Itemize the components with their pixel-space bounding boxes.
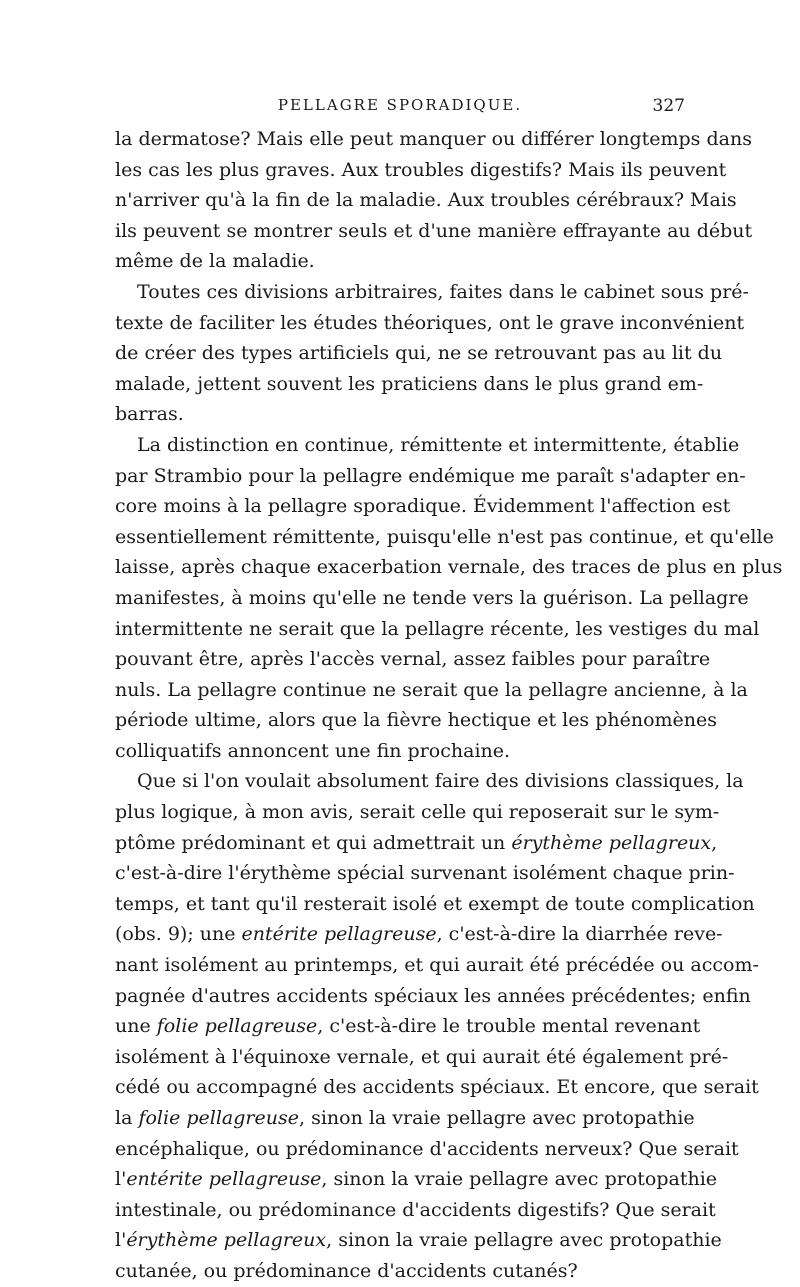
text-line-content: encéphalique, ou prédominance d'accidents nerveux? Que serait xyxy=(115,1137,739,1160)
text-line-content: colliquatifs annoncent une fin prochaine. xyxy=(115,739,511,762)
text-line-content: ils peuvent se montrer seuls et d'une manière effrayante au début xyxy=(115,219,753,242)
text-line xyxy=(115,1011,701,1042)
text-line-content: nant isolément au printemps, et qui aurait été précédée ou accom- xyxy=(115,954,759,977)
text-line xyxy=(115,430,740,461)
text-line-content: intestinale, ou prédominance d'accidents digestifs? Que serait xyxy=(115,1198,716,1221)
text-line xyxy=(115,644,711,675)
text-line xyxy=(115,399,685,430)
text-line xyxy=(115,124,752,155)
text-line-content: l' xyxy=(115,1229,127,1252)
text-line-content: Que si l'on voulait absolument faire des divisions classiques, la xyxy=(137,770,744,793)
text-line xyxy=(115,461,746,492)
text-line-content: les cas les plus graves. Aux troubles digestifs? Mais ils peuvent xyxy=(115,158,727,181)
text-line xyxy=(115,981,751,1012)
body-text xyxy=(115,124,783,1287)
text-line-continuation: , c'est-à-dire le trouble mental revenant xyxy=(317,1015,701,1038)
text-line xyxy=(115,1195,716,1226)
text-line-content: une xyxy=(115,1015,157,1038)
text-line xyxy=(115,522,774,553)
text-line-content: même de la maladie. xyxy=(115,250,315,273)
text-line xyxy=(115,216,753,247)
text-line xyxy=(115,1103,695,1134)
text-line xyxy=(115,736,685,767)
text-line xyxy=(115,1042,729,1073)
text-line-continuation: , xyxy=(711,831,718,854)
text-line xyxy=(115,369,704,400)
text-line-content: Toutes ces divisions arbitraires, faites dans le cabinet sous pré- xyxy=(137,280,749,303)
text-line xyxy=(115,705,718,736)
text-line-content: cutanée, ou prédominance d'accidents cutanés? xyxy=(115,1259,578,1282)
page-number: 327 xyxy=(652,96,685,116)
italic-term: érythème pellagreux xyxy=(126,1229,327,1252)
text-line xyxy=(115,338,723,369)
running-head xyxy=(115,96,685,118)
text-line-content: période ultime, alors que la fièvre hectique et les phénomènes xyxy=(115,709,718,732)
text-line xyxy=(115,797,720,828)
text-line-content: malade, jettent souvent les praticiens dans le plus grand em- xyxy=(115,372,704,395)
text-line xyxy=(115,155,727,186)
text-line-content: intermittente ne serait que la pellagre récente, les vestiges du mal xyxy=(115,617,760,640)
text-line-content: c'est-à-dire l'érythème spécial survenant isolément chaque prin- xyxy=(115,862,735,885)
text-line xyxy=(115,1134,739,1165)
text-line-content: de créer des types artificiels qui, ne se retrouvant pas au lit du xyxy=(115,342,723,365)
running-title: PELLAGRE SPORADIQUE. xyxy=(277,96,523,114)
text-line-content: isolément à l'équinoxe vernale, et qui aurait été également pré- xyxy=(115,1045,729,1068)
text-line-continuation: , sinon la vraie pellagre avec protopathie xyxy=(298,1107,695,1129)
text-line xyxy=(115,1225,722,1256)
text-line-content: pouvant être, après l'accès vernal, assez faibles pour paraître xyxy=(115,648,711,671)
italic-term: entérite pellagreuse xyxy=(126,1168,322,1191)
text-line-content: core moins à la pellagre sporadique. Évidemment l'affection est xyxy=(115,495,731,518)
text-line xyxy=(115,552,783,583)
text-line xyxy=(115,308,745,339)
text-line xyxy=(115,614,760,645)
text-line-content: plus logique, à mon avis, serait celle qui reposerait sur le sym- xyxy=(115,801,720,824)
text-line xyxy=(115,858,735,889)
text-line xyxy=(115,889,755,920)
italic-term: folie pellagreuse xyxy=(156,1015,318,1038)
italic-term: entérite pellagreuse xyxy=(241,923,437,946)
text-line xyxy=(115,766,744,797)
text-line-content: pagnée d'autres accidents spéciaux les années précédentes; enfin xyxy=(115,984,751,1007)
text-line-content: par Strambio pour la pellagre endémique me paraît s'adapter en- xyxy=(115,464,746,487)
text-line-content: cédé ou accompagné des accidents spéciaux. Et encore, que serait xyxy=(115,1076,759,1099)
text-line-content: La distinction en continue, rémittente et intermittente, établie xyxy=(137,433,740,456)
text-line-continuation: , sinon la vraie pellagre avec protopathie xyxy=(321,1168,718,1191)
text-line-content: n'arriver qu'à la fin de la maladie. Aux troubles cérébraux? Mais xyxy=(115,189,737,212)
text-line-content: la xyxy=(115,1107,139,1129)
text-line xyxy=(115,246,685,277)
text-line-content: temps, et tant qu'il resterait isolé et exempt de toute complication xyxy=(115,892,755,915)
text-line xyxy=(115,185,737,216)
text-line xyxy=(115,277,749,308)
text-line-content: nuls. La pellagre continue ne serait que la pellagre ancienne, à la xyxy=(115,678,748,701)
text-line-content: texte de faciliter les études théoriques, ont le grave inconvénient xyxy=(115,311,745,334)
text-line-content: ptôme prédominant et qui admettrait un xyxy=(115,831,512,854)
text-line xyxy=(115,919,723,950)
text-line xyxy=(115,675,748,706)
text-line-continuation: , sinon la vraie pellagre avec protopathie xyxy=(326,1229,722,1252)
text-line xyxy=(115,583,749,614)
text-line-content: la dermatose? Mais elle peut manquer ou différer longtemps dans xyxy=(115,128,752,150)
text-line-content: (obs. 9); une xyxy=(115,923,242,946)
italic-term: érythème pellagreux xyxy=(511,831,712,854)
text-line xyxy=(115,491,731,522)
italic-term: folie pellagreuse xyxy=(138,1107,299,1129)
text-line-content: essentiellement rémittente, puisqu'elle n'est pas continue, et qu'elle xyxy=(115,525,774,548)
text-line xyxy=(115,950,759,981)
text-line xyxy=(115,1164,718,1195)
text-line-content: barras. xyxy=(115,403,184,426)
text-line xyxy=(115,828,718,859)
text-line-continuation: , c'est-à-dire la diarrhée reve- xyxy=(436,923,723,946)
text-line xyxy=(115,1072,759,1103)
text-line-content: l' xyxy=(115,1168,127,1191)
text-line-content: laisse, après chaque exacerbation vernale, des traces de plus en plus xyxy=(115,556,783,579)
text-line xyxy=(115,1256,685,1287)
text-line-content: manifestes, à moins qu'elle ne tende vers la guérison. La pellagre xyxy=(115,586,749,609)
